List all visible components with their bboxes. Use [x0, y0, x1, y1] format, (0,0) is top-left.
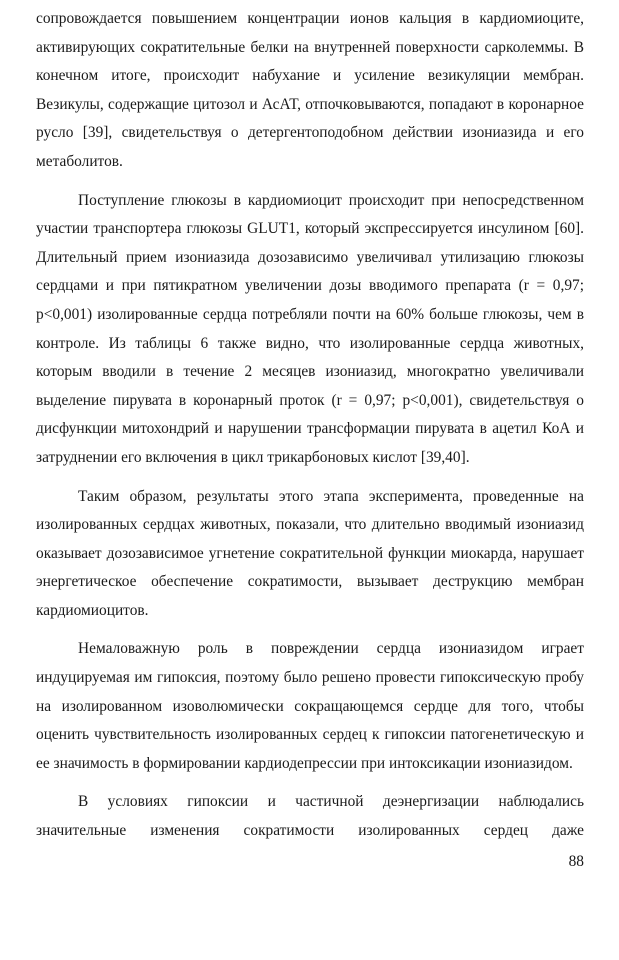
document-page: [36, 5, 584, 846]
paragraph-hypoxia-role: Немаловажную роль в повреждении сердца изониазидом играет индуцируемая им гипоксия, поэтому было решено провести гипоксическую пробу на изолированном изоволюмически сокращающемся сердце для того, чтобы оценить чувствительность изолированных сердец к гипоксии патогенетическую и ее значимость в формировании кардиодепрессии при интоксикации изониазидом.: [36, 640, 584, 772]
paragraph-hypoxia-conditions: В условиях гипоксии и частичной деэнергизации наблюдались значительные изменения сократимости изолированных сердец даже: [36, 793, 584, 840]
paragraph-conclusion: Таким образом, результаты этого этапа эксперимента, проведенные на изолированных сердцах животных, показали, что длительно вводимый изониазид оказывает дозозависимое угнетение сократительной функции миокарда, нарушает энергетическое обеспечение сократимости, вызывает деструкцию мембран кардиомиоцитов.: [36, 487, 584, 619]
page-number: 88: [568, 853, 584, 870]
paragraph-glucose-uptake: Поступление глюкозы в кардиомиоцит происходит при непосредственном участии транспортера глюкозы GLUT1, который экспрессируется инсулином [60]. Длительный прием изониазида дозозависимо увеличивал утилизацию глюкозы сердцами и при пятикратном увеличении дозы вводимого препарата (r = 0,97; p<0,001) изолированные сердца потребляли почти на 60% больше глюкозы, чем в контроле. Из таблицы 6 также видно, что изолированные сердца животных, которым вводили в течение 2 месяцев изониазид, многократно увеличивали выделение пирувата в коронарный проток (r = 0,97; p<0,001), свидетельствуя о дисфункции митохондрий и нарушении трансформации пирувата в ацетил КоА и затруднении его включения в цикл трикарбоновых кислот [39,40].: [36, 191, 584, 466]
paragraph-membrane-vesiculation: сопровождается повышением концентрации ионов кальция в кардиомиоците, активирующих сократительные белки на внутренней поверхности сарколеммы. В конечном итоге, происходит набухание и усиление везикуляции мембран. Везикулы, содержащие цитозол и АсАТ, отпочковываются, попадают в коронарное русло [39], свидетельствуя о детергентоподобном действии изониазида и его метаболитов.: [36, 10, 584, 170]
